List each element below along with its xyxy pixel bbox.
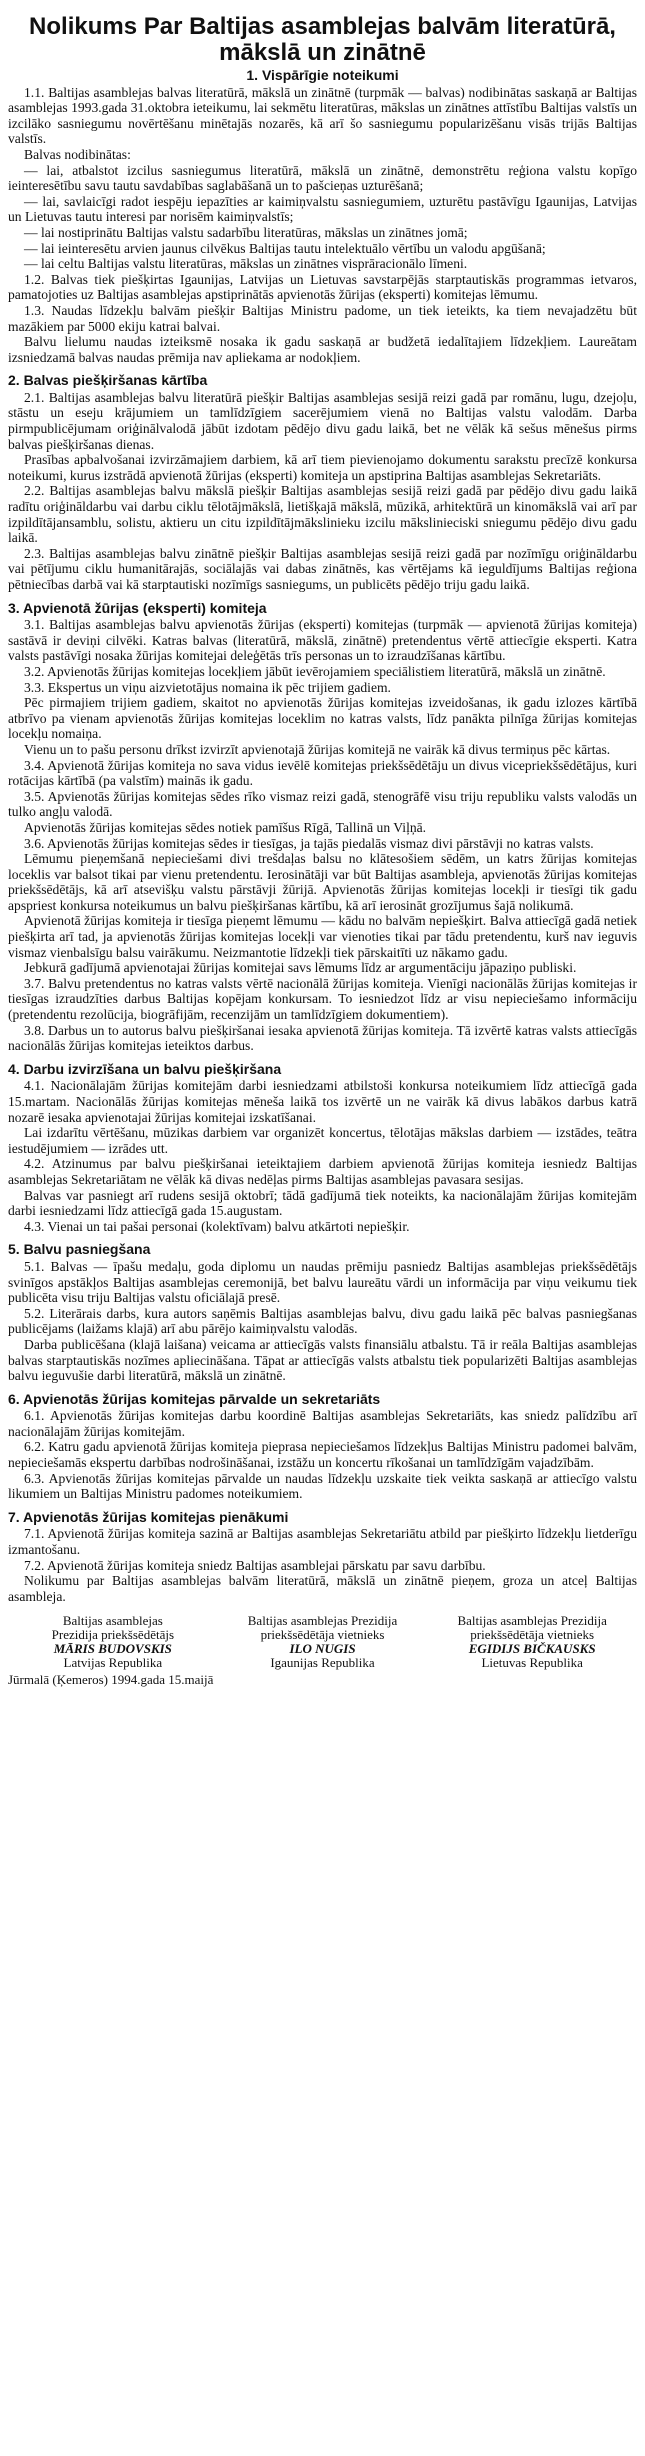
signature-2 [218, 1614, 428, 1670]
signature-title: Baltijas asamblejas [62, 1613, 163, 1629]
paragraph: 3.8. Darbus un to autorus balvu piešķiršanai iesaka apvienotā žūrijas komiteja. Tā izvērtē katras valsts attiecīgās nacionālās žūrijas komitejas ieteiktos darbus. [8, 1022, 637, 1054]
section-5-heading: 5. Balvu pasniegšana [8, 1241, 151, 1258]
signature-3 [427, 1614, 637, 1670]
paragraph: — lai, savlaicīgi radot iespēju iepazīties ar kaimiņvalstu sasniegumiem, uzturētu pastāvīgu Igaunijas, Latvijas un Lietuvas tautu interesi par norisēm kaimiņvalstīs; [8, 193, 637, 225]
paragraph: — lai ieinteresētu arvien jaunus cilvēkus Baltijas tautu intelektuālo vērtību un valodu apgūšanā; [24, 240, 546, 256]
paragraph: Balvu lielumu naudas izteiksmē nosaka ik gadu saskaņā ar budžetā iedalītajiem līdzekļiem. Laureātam izsniedzamā balvas naudas prēmija nav apliekama ar nodokļiem. [8, 334, 637, 365]
paragraph: 2.1. Baltijas asamblejas balvu literatūrā piešķir Baltijas asamblejas sesijā reizi gadā par romānu, lugu, dzejoļu, stāstu un eseju krājumiem un tamlīdzīgiem sacerējumiem vienā no Baltijas valstu valodām. Darba pirmpublicējumam oriģinālvalodā jābūt izdotam pēdējo divu gadu laikā, bet ne vēlāk kā sešus mēnešus pirms balvas piešķiršanas dienas. [8, 389, 637, 452]
paragraph: Apvienotās žūrijas komitejas sēdes notiek pamīšus Rīgā, Tallinā un Viļņā. [24, 819, 427, 835]
paragraph: Balvas var pasniegt arī rudens sesijā oktobrī; tādā gadījumā tiek noteikts, ka nacionālajām žūrijas komitejām darbi iesniedzami līdz attiecīgā gada 15.augustam. [8, 1187, 637, 1219]
paragraph: 2.3. Baltijas asamblejas balvu zinātnē piešķir Baltijas asamblejas sesijā reizi gadā par nozīmīgu oriģināldarbu vai pētījumu ciklu humanitārajās, sociālajās vai dabas zinātnēs, kas vērtējams kā ieguldījums Baltijas reģiona pētniecības darbā vai kā starptautiski nozīmīgs sasniegums, un publicēts pēdējo triju gadu laikā. [8, 545, 637, 592]
paragraph: Jebkurā gadījumā apvienotajai žūrijas komitejai savs lēmums līdz ar argumentāciju jāpaziņo publiski. [24, 960, 577, 976]
paragraph: 7.2. Apvienotā žūrijas komiteja sniedz Baltijas asamblejai pārskatu par savu darbību. [24, 1557, 486, 1573]
signatory-country: Latvijas Republika [63, 1655, 163, 1671]
section-6-heading: 6. Apvienotās žūrijas komitejas pārvalde un sekretariāts [8, 1390, 381, 1407]
section-1-heading: 1. Vispārīgie noteikumi [246, 67, 399, 83]
section-4-heading: 4. Darbu izvirzīšana un balvu piešķiršana [8, 1060, 282, 1077]
signature-block [8, 1614, 637, 1670]
signature-role: priekšsēdētāja vietnieks [470, 1627, 595, 1643]
paragraph: 3.1. Baltijas asamblejas balvu apvienotās žūrijas (eksperti) komitejas (turpmāk — apvienotā žūrijas komiteja) sastāvā ir deviņi cilvēki. Katras balvas (literatūrā, mākslā, zinātnē) pretendentus vērtē attiecīgie eksperti. Katra valsts pastāvīgi nosaka žūrijas komitejai deleģētās trīs personas un to izraudzīšanas kārtību. [8, 617, 637, 664]
paragraph: 6.3. Apvienotās žūrijas komitejas pārvalde un naudas līdzekļu uzskaite tiek veikta saskaņā ar attiecīgo valstu likumiem un Baltijas Ministru padomes noteikumiem. [8, 1470, 637, 1502]
section-3-heading: 3. Apvienotā žūrijas (eksperti) komiteja [8, 599, 267, 616]
paragraph: 5.2. Literārais darbs, kura autors saņēmis Baltijas asamblejas balvu, divu gadu laikā pēc balvas pasniegšanas publicējams (laižams klajā) arī abu pārējo kaimiņvalstu valodās. [8, 1305, 637, 1337]
signature-1 [8, 1614, 218, 1670]
signature-title: Baltijas asamblejas Prezidija [457, 1613, 607, 1629]
paragraph: 6.1. Apvienotās žūrijas komitejas darbu koordinē Baltijas asamblejas Sekretariāts, kas sniedz palīdzību arī nacionālajām žūrijas komitejām. [8, 1408, 637, 1439]
paragraph: Pēc pirmajiem trijiem gadiem, skaitot no apvienotās žūrijas komitejas izveidošanas, ik gadu izlozes kārtībā atbrīvo pa vienam apvienotās žūrijas komitejas loceklim no katras valsts, līdz panākta pilnīga žūrijas komitejas locekļu nomaiņa. [8, 695, 637, 742]
paragraph: 3.6. Apvienotās žūrijas komitejas sēdes ir tiesīgas, ja tajās piedalās vismaz divi pārstāvji no katras valsts. [24, 835, 594, 851]
signature-title: Baltijas asamblejas Prezidija [247, 1613, 398, 1629]
signatory-name: ILO NUGIS [289, 1641, 356, 1657]
paragraph: 2.2. Baltijas asamblejas balvu mākslā piešķir Baltijas asamblejas sesijā reizi gadā par pēdējo divu gadu laikā radītu oriģināldarbu vai darbu ciklu tēlotājmākslā, lietišķajā mākslā, mūzikā, arhitektūrā un kinomākslā vai arī par izpildītājansamblu, solistu, aktieru un citu izpildītājmākslinieku izcilu mākslinieciski sniegumu pēdējo divu gadu laikā. [8, 483, 637, 546]
place-and-date: Jūrmalā (Ķemeros) 1994.gada 15.maijā [8, 1672, 214, 1688]
paragraph: 3.2. Apvienotās žūrijas komitejas locekļiem jābūt ievērojamiem speciālistiem literatūrā, mākslā un zinātnē. [24, 663, 606, 679]
paragraph: Vienu un to pašu personu drīkst izvirzīt apvienotajā žūrijas komitejā ne vairāk kā divus termiņus pēc kārtas. [24, 741, 611, 757]
paragraph: 6.2. Katru gadu apvienotā žūrijas komiteja pieprasa nepieciešamos līdzekļus Baltijas Ministru padomei balvām, nepieciešamās ekspertu darbības nodrošināšanai, izstāžu un koncertu rīkošanai un tamlīdzīgām vajadzībām. [8, 1439, 637, 1471]
signatory-name: MĀRIS BUDOVSKIS [53, 1641, 172, 1657]
paragraph: 3.4. Apvienotā žūrijas komiteja no sava vidus ievēlē komitejas priekšsēdētāju un divus vicepriekšsēdētājus, kuri rotācijas kārtībā (pa valstīm) mainās ik gadu. [8, 757, 637, 789]
paragraph: 4.2. Atzinumus par balvu piešķiršanai ieteiktajiem darbiem apvienotā žūrijas komiteja iesniedz Baltijas asamblejas Sekretariātam ne vēlāk kā divas nedēļas pirms Baltijas asamblejas pavasara sesijas. [8, 1156, 637, 1187]
paragraph: Balvas nodibinātas: [24, 146, 131, 162]
paragraph: Nolikumu par Baltijas asamblejas balvām literatūrā, mākslā un zinātnē pieņem, groza un atceļ Baltijas asambleja. [8, 1573, 637, 1604]
paragraph: Darba publicēšana (klajā laišana) veicama ar attiecīgās valsts finansiālu atbalstu. Tā ir reāla Baltijas asamblejas balvas starptautiskās nozīmes apliecināšana. Tāpat ar attiecīgās valsts atbalstu tiek popularizēti Baltijas asamblejas balvu ieguvušie darbi literatūrā, mākslā un zinātnē. [8, 1336, 637, 1384]
signature-role: Prezidija priekšsēdētājs [51, 1627, 175, 1643]
paragraph: 3.5. Apvienotās žūrijas komitejas sēdes rīko vismaz reizi gadā, stenogrāfē visu triju republiku valsts valodās un tulko angļu valodā. [8, 788, 637, 820]
document-title: Nolikums Par Baltijas asamblejas balvām literatūrā, mākslā un zinātnē [29, 13, 616, 66]
paragraph: — lai nostiprinātu Baltijas valstu sadarbību literatūras, mākslas un zinātnes jomā; [24, 224, 468, 240]
signature-role: priekšsēdētāja vietnieks [260, 1627, 385, 1643]
paragraph: 1.1. Baltijas asamblejas balvas literatūrā, mākslā un zinātnē (turpmāk — balvas) nodibinātas saskaņā ar Baltijas asamblejas 1993.gada 31.oktobra ieteikumu, lai sekmētu literatūras, mākslas un zinātnes attīstību Baltijas valstīs un izcilāko sasniegumu novērtēšanu minētajās nozarēs, kā arī šo sasniegumu popularizēšanu visās trijās Baltijas valstīs. [8, 84, 637, 147]
signatory-country: Lietuvas Republika [481, 1655, 583, 1671]
section-2-heading: 2. Balvas piešķiršanas kārtība [8, 372, 208, 389]
paragraph: 5.1. Balvas — īpašu medaļu, goda diplomu un naudas prēmiju pasniedz Baltijas asamblejas priekšsēdētājs svinīgos apstākļos Baltijas asamblejas ceremonijā, bet balvu laureātu vārdi un informācija par viņu veikumu tiek publicēta visu triju Baltijas valstu oficiālajā presē. [8, 1258, 637, 1306]
signatory-name: EGIDIJS BIČKAUSKS [468, 1641, 596, 1657]
signatory-country: Igaunijas Republika [270, 1655, 375, 1671]
paragraph: 3.3. Ekspertus un viņu aizvietotājus nomaina ik pēc trijiem gadiem. [24, 679, 391, 695]
paragraph: 1.3. Naudas līdzekļu balvām piešķir Baltijas Ministru padome, un tiek ieteikts, ka tiem nevajadzētu būt mazākiem par 5000 ekiju katrai balvai. [8, 302, 637, 334]
paragraph: — lai celtu Baltijas valstu literatūras, mākslas un zinātnes visprāracionālo līmeni. [24, 256, 468, 272]
paragraph: 7.1. Apvienotā žūrijas komiteja sazinā ar Baltijas asamblejas Sekretariātu atbild par piešķirto līdzekļu lietderīgu izmantošanu. [8, 1526, 637, 1558]
paragraph: 4.3. Vienai un tai pašai personai (kolektīvam) balvu atkārtoti nepiešķir. [24, 1218, 410, 1234]
paragraph: Lēmumu pieņemšanā nepieciešami divi trešdaļas balsu no klātesošiem sēdēm, un katrs žūrijas komitejas loceklis var balsot tikai par vienu pretendentu. Ierosinātāji var būt Baltijas asambleja, apvienotās žūrijas komitejas priekšsēdētājs, kā arī atsevišķu valstu pārstāvji žūrijā. Apvienotās žūrijas komitejas locekļi ir tiesīgi tik gadu apspriest konkursa noteikumus un balvu piešķiršanas kārtību, kā arī ierosināt grozījumus šajā nolikumā. [8, 851, 637, 913]
paragraph: — lai, atbalstot izcilus sasniegumus literatūrā, mākslā un zinātnē, demonstrētu reģiona valstu kopīgo ieinteresētību savu tautu savdabības saglabāšanā un to pašcieņas uzturēšanā; [8, 162, 637, 194]
paragraph: Apvienotā žūrijas komiteja ir tiesīga pieņemt lēmumu — kādu no balvām nepiešķirt. Balva attiecīgā gadā netiek piešķirta arī tad, ja apvienotās žūrijas komitejas locekļi var vienoties tikai par tādu pretendentu, kurš nav ieguvis vismaz vienbalsīgu balsu vairākumu. Neizmantotie līdzekļi tiek pārskaitīti uz nākamo gadu. [8, 913, 637, 960]
paragraph: 1.2. Balvas tiek piešķirtas Igaunijas, Latvijas un Lietuvas savstarpējās starptautiskās programmas ietvaros, pamatojoties uz Baltijas asamblejas apstiprinātās apvienotās žūrijas (eksperti) komitejas lēmumu. [8, 271, 637, 303]
paragraph: 3.7. Balvu pretendentus no katras valsts vērtē nacionālā žūrijas komiteja. Vienīgi nacionālās žūrijas komitejas ir tiesīgas izraudzīties darbus Baltijas kopējam konkursam. To iesniedzot līdz ar visu nepieciešamo informāciju (pretendentu rezolūcija, biogrāfijām, recenzijām un tamlīdzīgiem dokumentiem). [8, 975, 637, 1023]
section-7-heading: 7. Apvienotās žūrijas komitejas pienākumi [8, 1508, 289, 1525]
paragraph: Lai izdarītu vērtēšanu, mūzikas darbiem var organizēt koncertus, tēlotājas mākslas darbiem — izstādes, teātra iestudējumiem — izrādes utt. [8, 1125, 637, 1156]
paragraph: 4.1. Nacionālajām žūrijas komitejām darbi iesniedzami atbilstoši konkursa noteikumiem līdz attiecīgā gada 15.martam. Nacionālās žūrijas komitejas mēneša laikā tos izvērtē un ne vairāk kā divus labākos darbus katrā nozarē iesaka apvienotajai žūrijas komitejai izskatīšanai. [8, 1078, 637, 1125]
paragraph: Prasības apbalvošanai izvirzāmajiem darbiem, kā arī tiem pievienojamo dokumentu sarakstu precīzē konkursa noteikumi, kurus izstrādā apvienotā žūrijas (eksperti) komiteja un apstiprina Baltijas asamblejas Sekretariāts. [8, 452, 637, 483]
